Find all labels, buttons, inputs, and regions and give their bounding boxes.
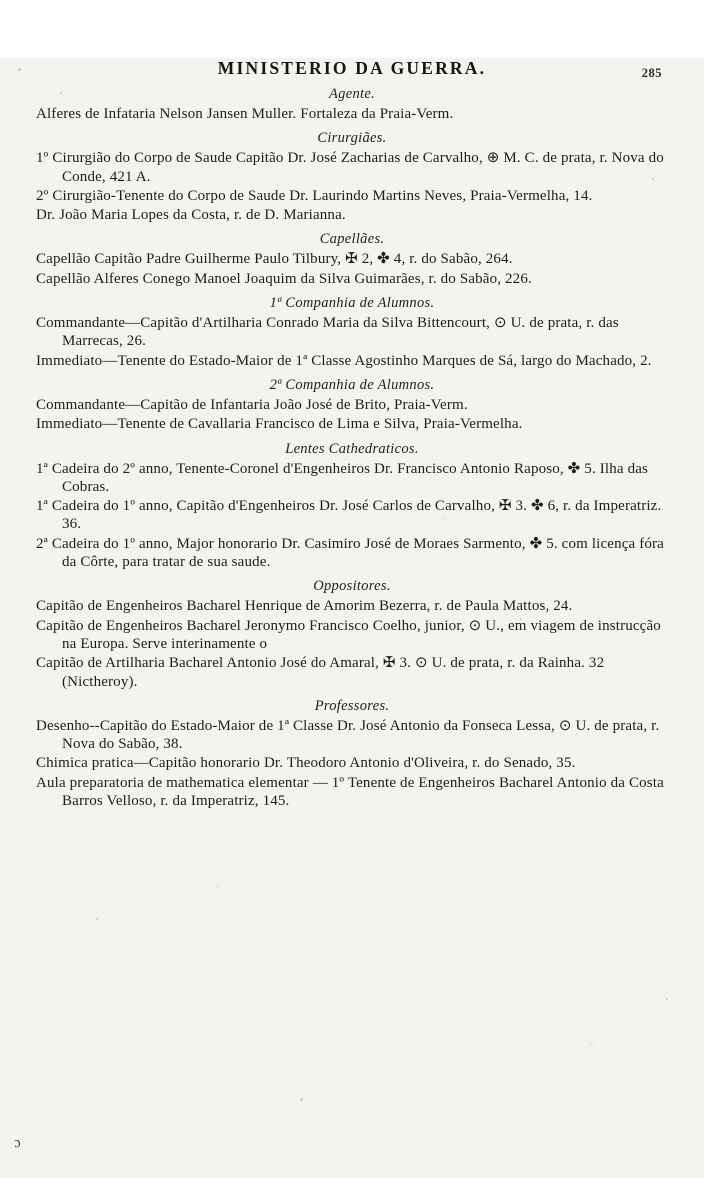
section-heading: Capellães. — [319, 231, 385, 248]
dust-speck — [300, 1098, 303, 1101]
page-header — [36, 58, 668, 79]
entry-line: Aula preparatoria de mathematica elementar — 1º Tenente de Engenheiros Bacharel Antonio da Costa Barros Velloso, r. da Imperatriz, 145. — [36, 774, 664, 810]
scanned-page — [0, 58, 704, 1178]
entry-line: Desenho--Capitão do Estado-Maior de 1ª Classe Dr. José Antonio da Fonseca Lessa, ⊙ U. de prata, r. Nova do Sabão, 38. — [36, 717, 660, 753]
section-heading: Oppositores. — [313, 578, 391, 595]
dust-speck — [18, 68, 21, 71]
section-heading: 2ª Companhia de Alumnos. — [269, 376, 435, 393]
section-heading: Agente. — [329, 86, 375, 102]
page-title: MINISTERIO DA GUERRA. — [217, 58, 487, 78]
entry-line: 2º Cirurgião-Tenente do Corpo de Saude Dr. Laurindo Martins Neves, Praia-Vermelha, 14. — [36, 187, 593, 204]
margin-mark: ɔ — [12, 1134, 22, 1152]
page-body — [36, 86, 668, 810]
entry-line: Dr. João Maria Lopes da Costa, r. de D. Marianna. — [36, 207, 346, 224]
dust-speck — [96, 918, 98, 920]
entry-line: Commandante—Capitão de Infantaria João José de Brito, Praia-Verm. — [36, 396, 468, 413]
entry-line: Capitão de Engenheiros Bacharel Henrique de Amorim Bezerra, r. de Paula Mattos, 24. — [36, 598, 573, 615]
entry-line: Alferes de Infataria Nelson Jansen Muller. Fortaleza da Praia-Verm. — [36, 106, 454, 122]
entry-line: Immediato—Tenente do Estado-Maior de 1ª Classe Agostinho Marques de Sá, largo do Machado, 2. — [36, 352, 652, 369]
entry-line: 1ª Cadeira do 1º anno, Capitão d'Engenheiros Dr. José Carlos de Carvalho, ✠ 3. ✤ 6, r. da Imperatriz. 36. — [36, 498, 662, 533]
entry-line: Capitão de Engenheiros Bacharel Jeronymo Francisco Coelho, junior, ⊙ U., em viagem de instrucção na Europa. Serve interinamente o — [36, 617, 661, 652]
entry-line: Capellão Alferes Conego Manoel Joaquim da Silva Guimarães, r. do Sabão, 226. — [36, 270, 532, 287]
entry-line: Capellão Capitão Padre Guilherme Paulo Tilbury, ✠ 2, ✤ 4, r. do Sabão, 264. — [36, 251, 513, 268]
entry-line: 1ª Cadeira do 2º anno, Tenente-Coronel d'Engenheiros Dr. Francisco Antonio Raposo, ✤ 5. Ilha das Cobras. — [36, 460, 649, 495]
entry-line: Capitão de Artilharia Bacharel Antonio José do Amaral, ✠ 3. ⊙ U. de prata, r. da Rainha. 32 (Nictheroy). — [36, 655, 605, 690]
entry-line: Chimica pratica—Capitão honorario Dr. Theodoro Antonio d'Oliveira, r. do Senado, 35. — [36, 755, 576, 772]
dust-speck — [666, 998, 668, 1000]
page-number: 285 — [641, 66, 662, 80]
section-heading: Professores. — [314, 697, 390, 714]
entry-line: Immediato—Tenente de Cavallaria Francisco de Lima e Silva, Praia-Vermelha. — [36, 416, 523, 433]
section-heading: Lentes Cathedraticos. — [285, 440, 419, 457]
section-heading: Cirurgiães. — [317, 130, 387, 147]
entry-line: Commandante—Capitão d'Artilharia Conrado Maria da Silva Bittencourt, ⊙ U. de prata, r. das Marrecas, 26. — [36, 315, 619, 350]
section-heading: 1ª Companhia de Alumnos. — [269, 295, 435, 312]
entry-line: 1º Cirurgião do Corpo de Saude Capitão Dr. José Zacharias de Carvalho, ⊕ M. C. de prata, r. Nova do Conde, 421 A. — [36, 150, 664, 185]
entry-line: 2ª Cadeira do 1º anno, Major honorario Dr. Casimiro José de Moraes Sarmento, ✤ 5. com licença fóra da Côrte, para tratar de sua saude. — [36, 535, 664, 571]
